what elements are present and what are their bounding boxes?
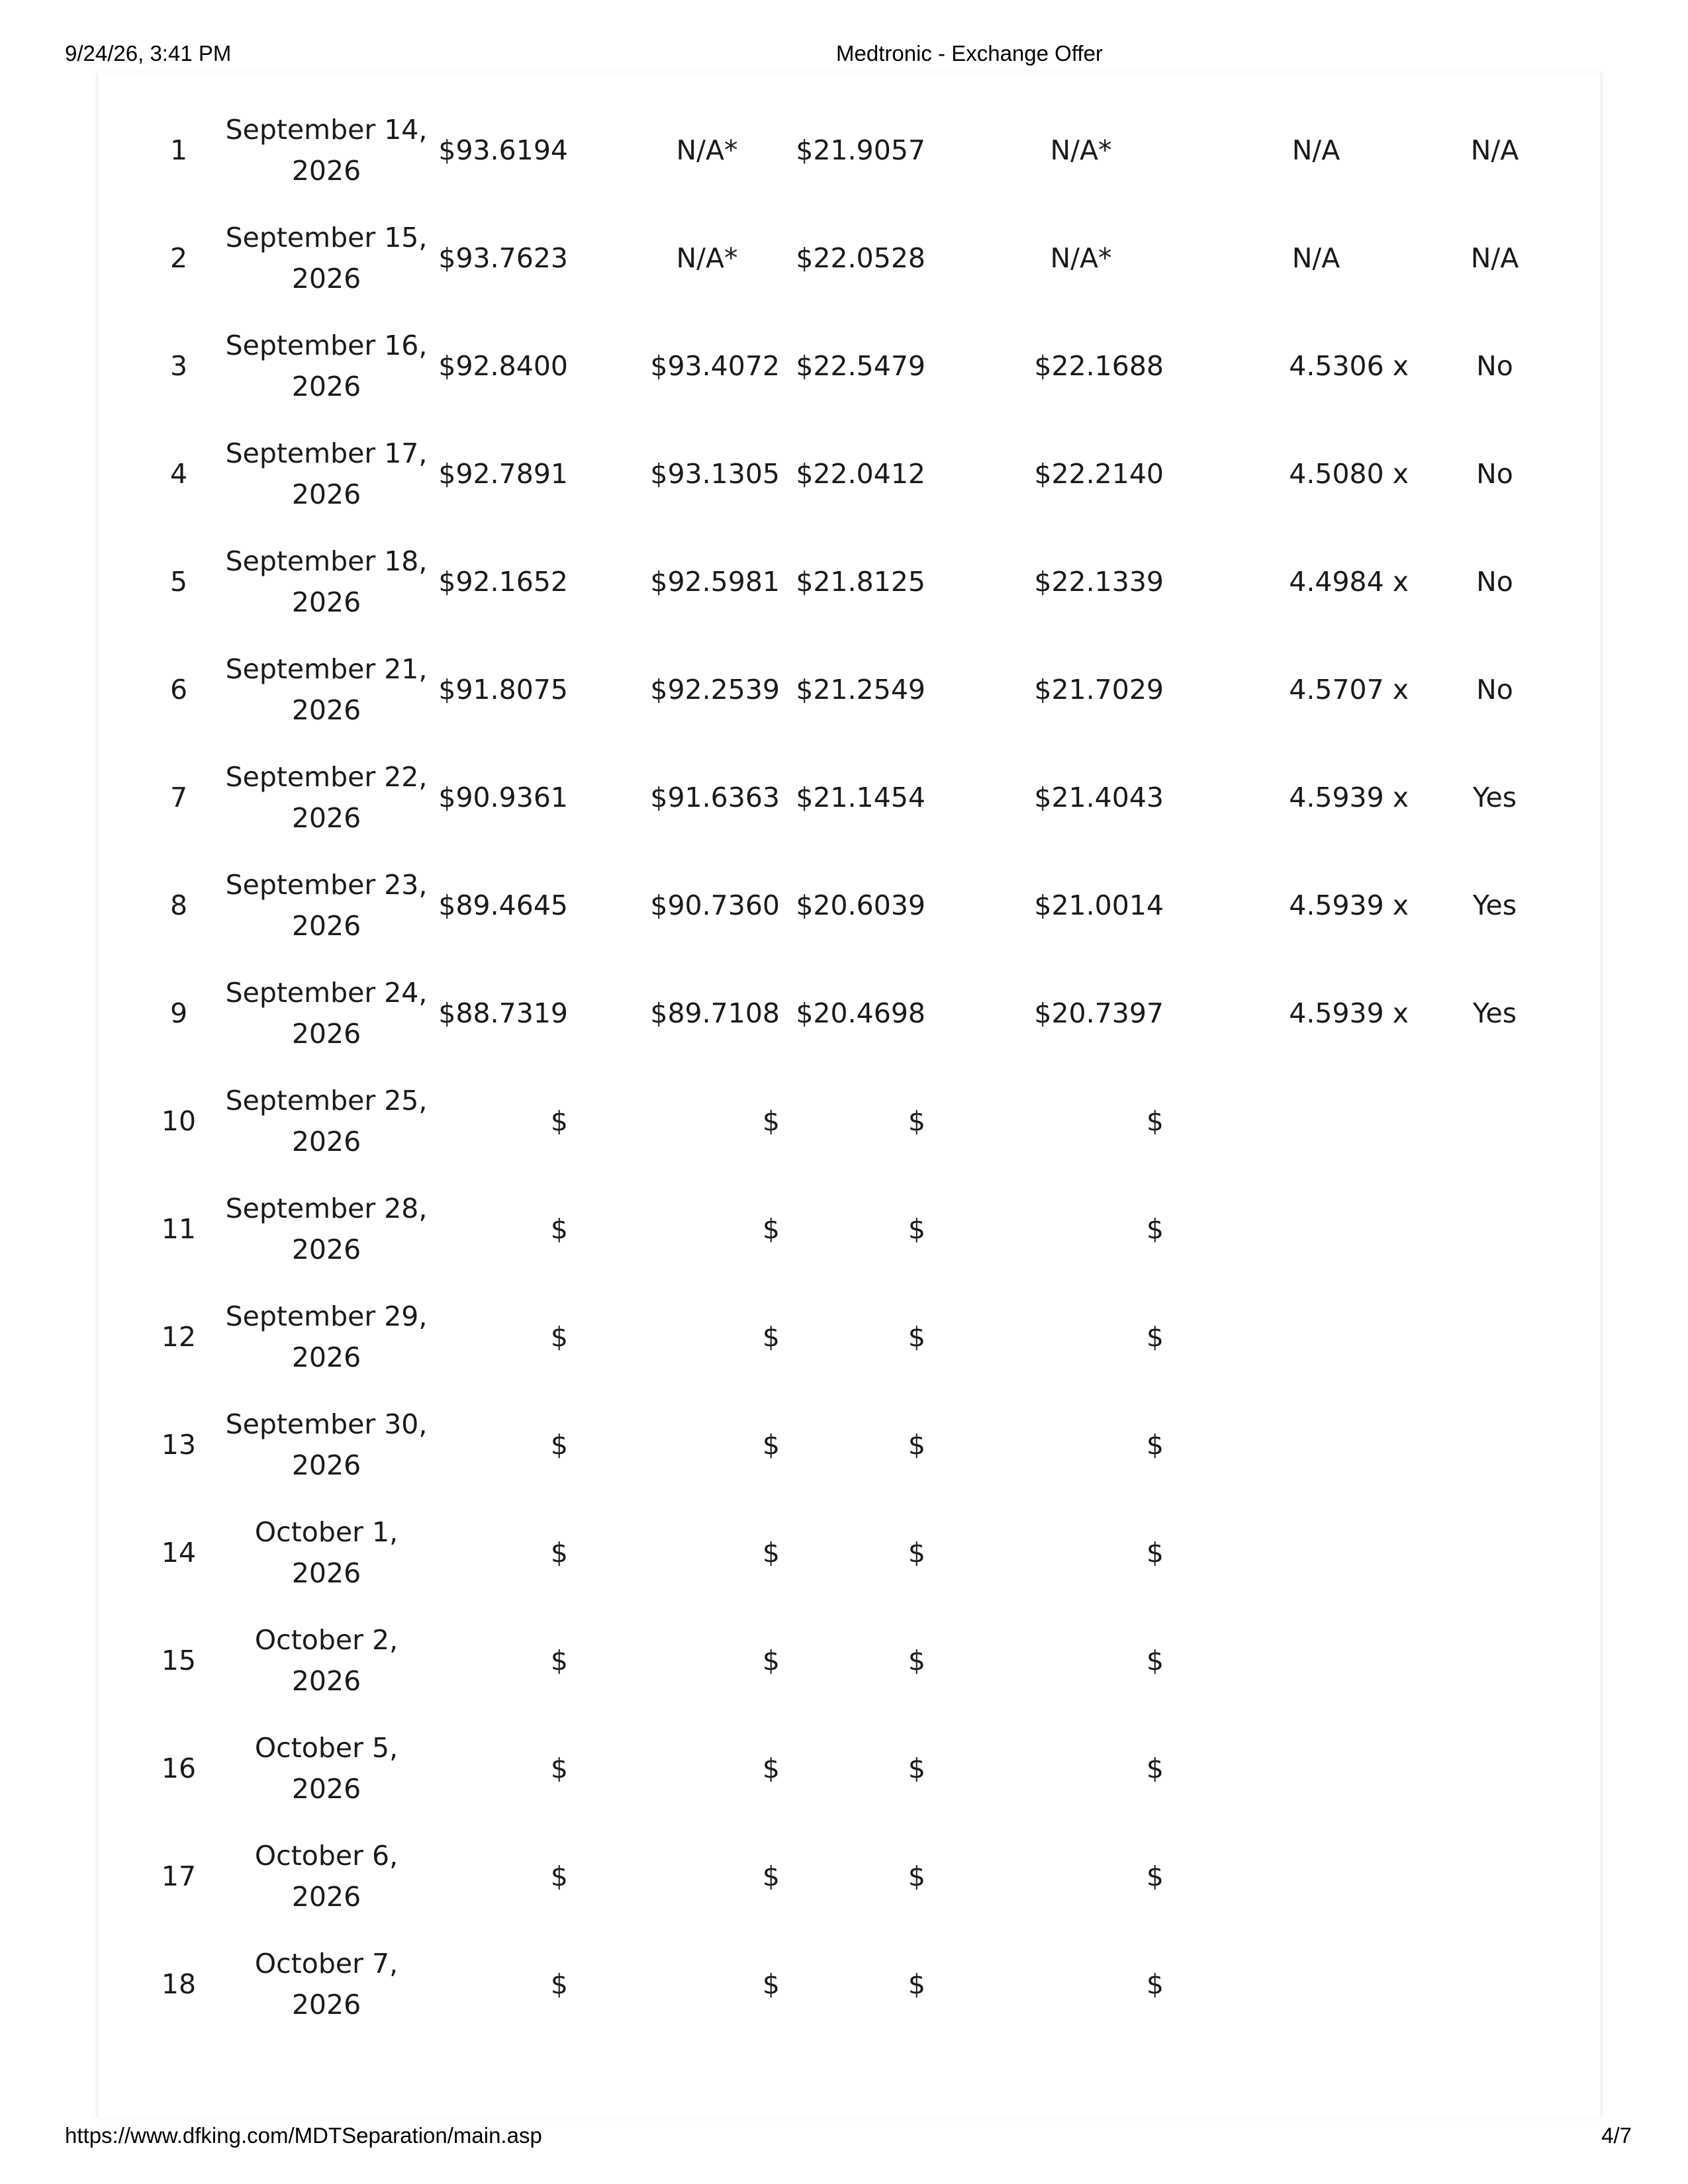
ratio-cell <box>1223 1067 1409 1175</box>
day-cell-text: 1 <box>169 134 188 166</box>
price-cell-1 <box>429 1498 568 1606</box>
cap-cell <box>1435 204 1554 312</box>
price-cell-3-text: $21.2549 <box>796 673 925 705</box>
date-cell-text: September 17, 2026 <box>225 437 428 510</box>
print-title: Medtronic - Exchange Offer <box>836 41 1103 66</box>
day-cell-text: 4 <box>169 457 188 490</box>
price-cell-2 <box>634 635 780 743</box>
price-cell-4-text: $ <box>1146 1644 1164 1676</box>
price-cell-3-text: $21.1454 <box>796 781 925 813</box>
day-cell <box>146 527 212 635</box>
date-cell-text: October 5, 2026 <box>254 1731 399 1805</box>
price-cell-4-text: $ <box>1146 1860 1164 1892</box>
price-cell-4 <box>998 743 1164 851</box>
price-cell-4 <box>998 1714 1164 1822</box>
price-cell-2 <box>634 959 780 1067</box>
ratio-cell <box>1223 1175 1409 1283</box>
price-cell-1 <box>429 420 568 527</box>
price-cell-3 <box>780 635 925 743</box>
price-cell-2 <box>634 1175 780 1283</box>
price-cell-3 <box>780 959 925 1067</box>
table-row <box>98 420 1601 527</box>
day-cell <box>146 96 212 204</box>
price-cell-2-text: $ <box>762 1644 780 1676</box>
date-cell-text: October 7, 2026 <box>254 1947 399 2021</box>
day-cell-text: 15 <box>161 1644 197 1676</box>
cap-cell <box>1435 1175 1554 1283</box>
price-cell-4-text: $22.2140 <box>1034 457 1164 490</box>
price-cell-4 <box>998 1930 1164 2038</box>
price-cell-1-text: $ <box>550 1428 568 1461</box>
ratio-cell <box>1223 959 1409 1067</box>
table-row <box>98 1283 1601 1390</box>
ratio-cell-text: 4.5306 x <box>1289 349 1409 382</box>
date-cell <box>224 1283 429 1390</box>
price-cell-2-text: $93.1305 <box>650 457 780 490</box>
cap-cell-text: No <box>1476 565 1513 598</box>
date-cell-text: September 30, 2026 <box>225 1408 428 1481</box>
price-cell-2-text: $ <box>762 1105 780 1137</box>
day-cell-text: 9 <box>169 997 188 1029</box>
date-cell <box>224 527 429 635</box>
price-cell-4-text: $ <box>1146 1428 1164 1461</box>
price-cell-4-text: $21.0014 <box>1034 889 1164 921</box>
ratio-cell <box>1223 204 1409 312</box>
price-cell-4-text: $21.7029 <box>1034 673 1164 705</box>
ratio-cell <box>1223 743 1409 851</box>
price-cell-4-text: N/A* <box>1050 134 1112 166</box>
table-row <box>98 1498 1601 1606</box>
table-row <box>98 851 1601 959</box>
price-cell-4 <box>998 312 1164 420</box>
price-cell-1 <box>429 959 568 1067</box>
day-cell-text: 14 <box>161 1536 197 1569</box>
cap-cell <box>1435 1390 1554 1498</box>
price-cell-3 <box>780 96 925 204</box>
price-cell-4 <box>998 1175 1164 1283</box>
price-cell-2 <box>634 204 780 312</box>
cap-cell-text: No <box>1476 673 1513 705</box>
price-cell-2-text: $89.7108 <box>650 997 780 1029</box>
price-cell-1 <box>429 1283 568 1390</box>
price-cell-3-text: $ <box>908 1105 925 1137</box>
cap-cell <box>1435 1714 1554 1822</box>
price-cell-2 <box>634 1283 780 1390</box>
date-cell-text: September 18, 2026 <box>225 545 428 618</box>
price-cell-3-text: $21.9057 <box>796 134 925 166</box>
day-cell <box>146 1175 212 1283</box>
print-footer <box>0 2123 1688 2151</box>
cap-cell <box>1435 1822 1554 1930</box>
ratio-cell <box>1223 420 1409 527</box>
price-cell-1-text: $91.8075 <box>438 673 568 705</box>
cap-cell <box>1435 959 1554 1067</box>
price-cell-3 <box>780 743 925 851</box>
cap-cell-text: Yes <box>1472 889 1517 921</box>
price-cell-2 <box>634 1067 780 1175</box>
price-cell-2-text: N/A* <box>676 242 738 274</box>
price-cell-2-text: $ <box>762 1320 780 1353</box>
cap-cell-text: No <box>1476 349 1513 382</box>
date-cell <box>224 1067 429 1175</box>
price-cell-4 <box>998 204 1164 312</box>
price-cell-1-text: $92.7891 <box>438 457 568 490</box>
price-cell-3-text: $ <box>908 1752 925 1784</box>
table-row <box>98 635 1601 743</box>
price-cell-4-text: $21.4043 <box>1034 781 1164 813</box>
price-cell-4-text: $ <box>1146 1320 1164 1353</box>
ratio-cell <box>1223 1606 1409 1714</box>
table-row <box>98 96 1601 204</box>
price-cell-3 <box>780 1498 925 1606</box>
price-cell-2 <box>634 1390 780 1498</box>
price-cell-4 <box>998 96 1164 204</box>
price-cell-3 <box>780 851 925 959</box>
print-url: https://www.dfking.com/MDTSeparation/main.asp <box>65 2123 542 2148</box>
table-row <box>98 1822 1601 1930</box>
ratio-cell-text: 4.5939 x <box>1289 997 1409 1029</box>
price-cell-2-text: $ <box>762 1428 780 1461</box>
price-cell-1 <box>429 96 568 204</box>
price-cell-3-text: $ <box>908 1536 925 1569</box>
price-cell-1 <box>429 1175 568 1283</box>
day-cell <box>146 1067 212 1175</box>
date-cell <box>224 1498 429 1606</box>
price-cell-3 <box>780 1175 925 1283</box>
day-cell-text: 8 <box>169 889 188 921</box>
price-cell-4 <box>998 635 1164 743</box>
price-cell-4 <box>998 851 1164 959</box>
price-cell-1 <box>429 312 568 420</box>
cap-cell <box>1435 1283 1554 1390</box>
table-row <box>98 527 1601 635</box>
price-cell-4-text: $22.1339 <box>1034 565 1164 598</box>
price-cell-3 <box>780 527 925 635</box>
cap-cell <box>1435 743 1554 851</box>
date-cell-text: October 1, 2026 <box>254 1516 399 1589</box>
day-cell <box>146 635 212 743</box>
ratio-cell <box>1223 96 1409 204</box>
price-cell-1 <box>429 204 568 312</box>
ratio-cell-text: N/A <box>1291 242 1340 274</box>
price-cell-1 <box>429 1822 568 1930</box>
date-cell <box>224 635 429 743</box>
price-cell-1-text: $89.4645 <box>438 889 568 921</box>
cap-cell <box>1435 1498 1554 1606</box>
price-cell-2 <box>634 312 780 420</box>
table-row <box>98 1067 1601 1175</box>
table-row <box>98 204 1601 312</box>
price-cell-1-text: $93.6194 <box>438 134 568 166</box>
price-cell-2-text: $ <box>762 1752 780 1784</box>
price-cell-2-text: $ <box>762 1860 780 1892</box>
price-cell-4 <box>998 1498 1164 1606</box>
price-cell-4 <box>998 959 1164 1067</box>
print-page-number: 4/7 <box>1601 2123 1632 2148</box>
price-cell-2 <box>634 96 780 204</box>
ratio-cell <box>1223 1498 1409 1606</box>
ratio-cell-text: 4.5939 x <box>1289 781 1409 813</box>
price-cell-1-text: $ <box>550 1536 568 1569</box>
date-cell <box>224 743 429 851</box>
price-cell-1-text: $ <box>550 1105 568 1137</box>
price-cell-3-text: $ <box>908 1212 925 1245</box>
price-cell-4 <box>998 1606 1164 1714</box>
price-cell-1 <box>429 635 568 743</box>
table-row <box>98 959 1601 1067</box>
price-cell-3-text: $ <box>908 1320 925 1353</box>
day-cell-text: 16 <box>161 1752 197 1784</box>
table-row <box>98 743 1601 851</box>
cap-cell-text: N/A <box>1470 134 1519 166</box>
day-cell-text: 17 <box>161 1860 197 1892</box>
price-cell-4-text: $ <box>1146 1212 1164 1245</box>
price-cell-4 <box>998 1067 1164 1175</box>
price-cell-2-text: $92.2539 <box>650 673 780 705</box>
cap-cell <box>1435 312 1554 420</box>
date-cell-text: September 22, 2026 <box>225 760 428 834</box>
price-cell-1 <box>429 527 568 635</box>
date-cell <box>224 420 429 527</box>
date-cell-text: September 25, 2026 <box>225 1084 428 1158</box>
day-cell <box>146 1498 212 1606</box>
price-cell-2 <box>634 743 780 851</box>
cap-cell <box>1435 96 1554 204</box>
cap-cell <box>1435 1067 1554 1175</box>
price-cell-3-text: $20.6039 <box>796 889 925 921</box>
day-cell <box>146 743 212 851</box>
date-cell <box>224 1175 429 1283</box>
day-cell-text: 18 <box>161 1968 197 2000</box>
page-content <box>97 73 1602 2118</box>
cap-cell <box>1435 851 1554 959</box>
cap-cell <box>1435 420 1554 527</box>
price-cell-2 <box>634 1714 780 1822</box>
price-cell-1 <box>429 1930 568 2038</box>
price-cell-2-text: $ <box>762 1968 780 2000</box>
day-cell <box>146 1714 212 1822</box>
ratio-cell-text: 4.5707 x <box>1289 673 1409 705</box>
price-cell-1-text: $ <box>550 1320 568 1353</box>
date-cell-text: September 24, 2026 <box>225 976 428 1050</box>
price-cell-1 <box>429 743 568 851</box>
date-cell <box>224 959 429 1067</box>
price-cell-4 <box>998 1822 1164 1930</box>
cap-cell <box>1435 1930 1554 2038</box>
price-cell-1-text: $ <box>550 1644 568 1676</box>
price-cell-2 <box>634 1822 780 1930</box>
price-cell-3-text: $ <box>908 1968 925 2000</box>
day-cell-text: 7 <box>169 781 188 813</box>
price-cell-2-text: $93.4072 <box>650 349 780 382</box>
price-cell-2 <box>634 420 780 527</box>
price-cell-1 <box>429 1714 568 1822</box>
date-cell-text: September 16, 2026 <box>225 329 428 402</box>
price-cell-3-text: $22.0412 <box>796 457 925 490</box>
table-row <box>98 1390 1601 1498</box>
price-cell-1-text: $90.9361 <box>438 781 568 813</box>
price-cell-1-text: $92.1652 <box>438 565 568 598</box>
date-cell <box>224 204 429 312</box>
date-cell-text: September 23, 2026 <box>225 868 428 942</box>
table-row <box>98 1175 1601 1283</box>
day-cell-text: 12 <box>161 1320 197 1353</box>
price-cell-1-text: $92.8400 <box>438 349 568 382</box>
date-cell <box>224 1714 429 1822</box>
date-cell-text: October 2, 2026 <box>254 1623 399 1697</box>
ratio-cell <box>1223 1283 1409 1390</box>
day-cell-text: 6 <box>169 673 188 705</box>
price-cell-1-text: $88.7319 <box>438 997 568 1029</box>
day-cell <box>146 1606 212 1714</box>
cap-cell <box>1435 1606 1554 1714</box>
price-cell-3-text: $20.4698 <box>796 997 925 1029</box>
price-cell-4 <box>998 1390 1164 1498</box>
price-cell-3 <box>780 204 925 312</box>
day-cell <box>146 1822 212 1930</box>
price-cell-2 <box>634 1498 780 1606</box>
table-row <box>98 1714 1601 1822</box>
price-cell-1-text: $ <box>550 1212 568 1245</box>
price-cell-3 <box>780 1067 925 1175</box>
day-cell <box>146 312 212 420</box>
price-cell-4 <box>998 527 1164 635</box>
price-cell-3 <box>780 1390 925 1498</box>
price-cell-2-text: $ <box>762 1536 780 1569</box>
price-cell-3 <box>780 420 925 527</box>
price-cell-3 <box>780 1822 925 1930</box>
print-datetime: 9/24/26, 3:41 PM <box>65 41 232 66</box>
price-cell-1 <box>429 1390 568 1498</box>
date-cell-text: September 15, 2026 <box>225 221 428 295</box>
price-cell-4-text: N/A* <box>1050 242 1112 274</box>
ratio-cell-text: N/A <box>1291 134 1340 166</box>
cap-cell-text: N/A <box>1470 242 1519 274</box>
price-cell-1 <box>429 1606 568 1714</box>
ratio-cell <box>1223 312 1409 420</box>
ratio-cell <box>1223 1390 1409 1498</box>
price-cell-2 <box>634 527 780 635</box>
price-cell-3 <box>780 1714 925 1822</box>
price-cell-4-text: $ <box>1146 1968 1164 2000</box>
price-cell-4 <box>998 1283 1164 1390</box>
date-cell <box>224 1930 429 2038</box>
day-cell <box>146 959 212 1067</box>
price-cell-3 <box>780 312 925 420</box>
price-cell-3-text: $ <box>908 1428 925 1461</box>
price-cell-3-text: $21.8125 <box>796 565 925 598</box>
price-cell-3 <box>780 1283 925 1390</box>
table-row <box>98 312 1601 420</box>
date-cell-text: September 21, 2026 <box>225 653 428 726</box>
ratio-cell <box>1223 1714 1409 1822</box>
date-cell <box>224 1606 429 1714</box>
price-cell-1-text: $93.7623 <box>438 242 568 274</box>
ratio-cell-text: 4.5080 x <box>1289 457 1409 490</box>
price-cell-2-text: $92.5981 <box>650 565 780 598</box>
price-cell-3-text: $22.5479 <box>796 349 925 382</box>
cap-cell-text: Yes <box>1472 997 1517 1029</box>
price-cell-2 <box>634 1930 780 2038</box>
date-cell <box>224 1390 429 1498</box>
day-cell <box>146 420 212 527</box>
day-cell <box>146 851 212 959</box>
day-cell-text: 13 <box>161 1428 197 1461</box>
price-cell-4-text: $22.1688 <box>1034 349 1164 382</box>
day-cell <box>146 1283 212 1390</box>
price-cell-1-text: $ <box>550 1860 568 1892</box>
price-cell-3-text: $ <box>908 1860 925 1892</box>
price-cell-3 <box>780 1606 925 1714</box>
date-cell <box>224 312 429 420</box>
price-cell-2-text: $91.6363 <box>650 781 780 813</box>
cap-cell-text: No <box>1476 457 1513 490</box>
price-cell-3-text: $ <box>908 1644 925 1676</box>
day-cell-text: 5 <box>169 565 188 598</box>
date-cell-text: September 14, 2026 <box>225 113 428 187</box>
price-cell-1 <box>429 851 568 959</box>
day-cell <box>146 1390 212 1498</box>
cap-cell-text: Yes <box>1472 781 1517 813</box>
price-cell-1 <box>429 1067 568 1175</box>
table-row <box>98 1930 1601 2038</box>
day-cell <box>146 204 212 312</box>
day-cell-text: 2 <box>169 242 188 274</box>
price-cell-1-text: $ <box>550 1752 568 1784</box>
day-cell-text: 10 <box>161 1105 197 1137</box>
price-cell-1-text: $ <box>550 1968 568 2000</box>
print-header <box>0 41 1688 69</box>
date-cell <box>224 96 429 204</box>
ratio-cell <box>1223 527 1409 635</box>
price-cell-4 <box>998 420 1164 527</box>
ratio-cell-text: 4.4984 x <box>1289 565 1409 598</box>
date-cell-text: September 29, 2026 <box>225 1300 428 1373</box>
price-cell-2-text: N/A* <box>676 134 738 166</box>
date-cell <box>224 1822 429 1930</box>
table-row <box>98 1606 1601 1714</box>
price-cell-2-text: $90.7360 <box>650 889 780 921</box>
price-cell-4-text: $ <box>1146 1105 1164 1137</box>
day-cell-text: 3 <box>169 349 188 382</box>
ratio-cell <box>1223 1822 1409 1930</box>
cap-cell <box>1435 527 1554 635</box>
price-cell-2 <box>634 851 780 959</box>
price-cell-4-text: $20.7397 <box>1034 997 1164 1029</box>
date-cell-text: September 28, 2026 <box>225 1192 428 1265</box>
day-cell <box>146 1930 212 2038</box>
price-cell-4-text: $ <box>1146 1752 1164 1784</box>
ratio-cell-text: 4.5939 x <box>1289 889 1409 921</box>
ratio-cell <box>1223 635 1409 743</box>
date-cell-text: October 6, 2026 <box>254 1839 399 1913</box>
date-cell <box>224 851 429 959</box>
price-cell-3 <box>780 1930 925 2038</box>
price-cell-4-text: $ <box>1146 1536 1164 1569</box>
day-cell-text: 11 <box>161 1212 197 1245</box>
price-cell-2 <box>634 1606 780 1714</box>
cap-cell <box>1435 635 1554 743</box>
ratio-cell <box>1223 1930 1409 2038</box>
price-cell-2-text: $ <box>762 1212 780 1245</box>
ratio-cell <box>1223 851 1409 959</box>
price-cell-3-text: $22.0528 <box>796 242 925 274</box>
